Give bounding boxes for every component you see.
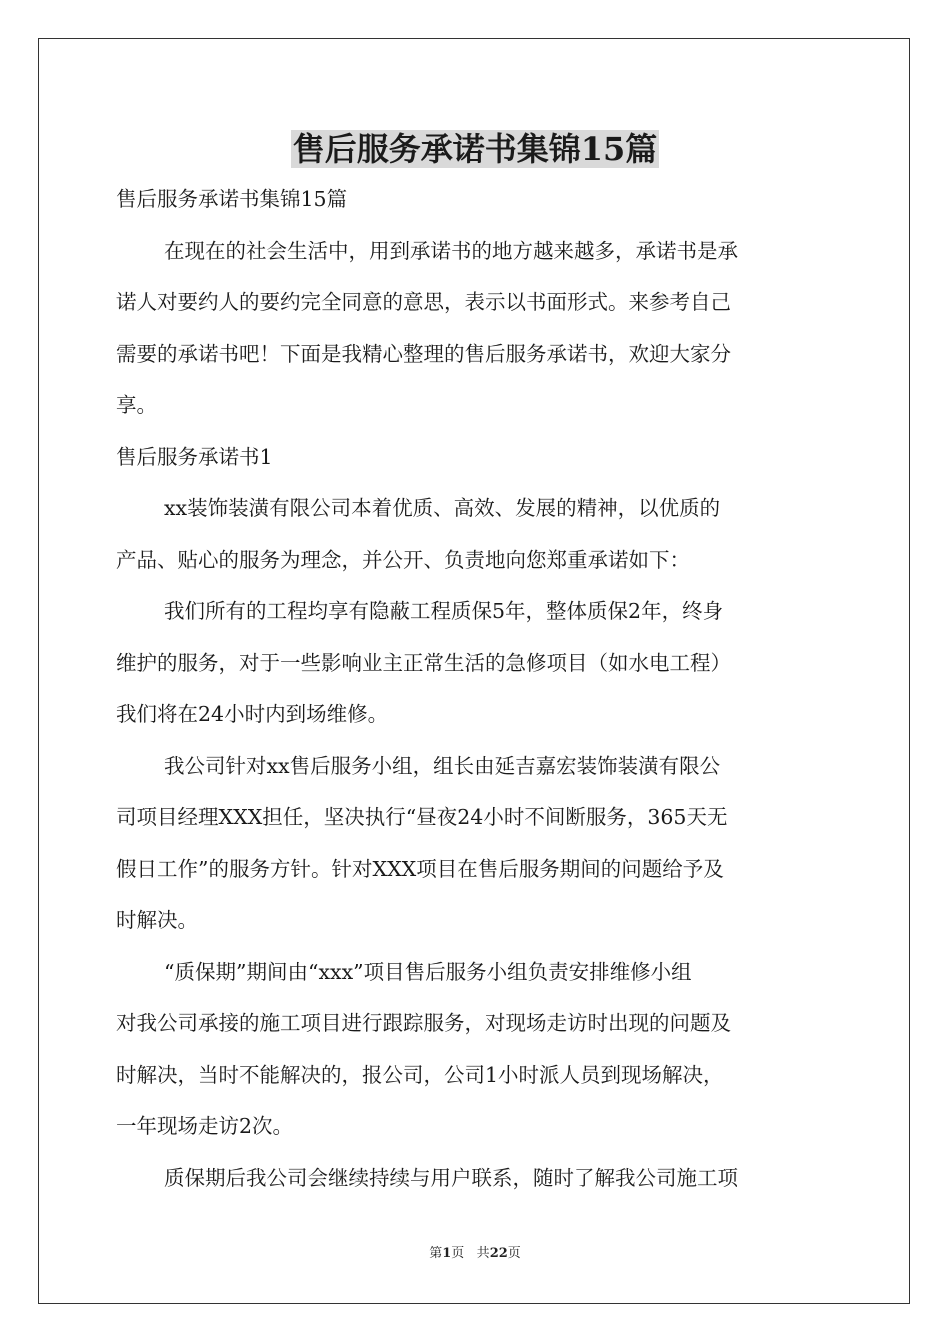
body-line: 需要的承诺书吧！下面是我精心整理的售后服务承诺书，欢迎大家分: [116, 341, 731, 366]
body-line: 假日工作”的服务方针。针对XXX项目在售后服务期间的问题给予及: [116, 856, 724, 881]
body-line: 诺人对要约人的要约完全同意的意思，表示以书面形式。来参考自己: [116, 290, 731, 314]
body-line: 维护的服务，对于一些影响业主正常生活的急修项目（如水电工程）: [116, 650, 731, 675]
body-line: xx装饰装潢有限公司本着优质、高效、发展的精神，以优质的: [164, 496, 721, 520]
total-suffix: 页: [507, 1246, 521, 1261]
body-line: 一年现场走访2次。: [116, 1114, 294, 1138]
body-line: 司项目经理XXX担任，坚决执行“昼夜24小时不间断服务，365天无: [116, 805, 728, 829]
body-line: 质保期后我公司会继续持续与用户联系，随时了解我公司施工项: [164, 1165, 738, 1190]
body-line: 享。: [116, 393, 157, 417]
body-line: 我们所有的工程均享有隐蔽工程质保5年，整体质保2年，终身: [164, 599, 724, 623]
body-line: 在现在的社会生活中，用到承诺书的地方越来越多，承诺书是承: [164, 238, 738, 263]
document-title: [0, 124, 950, 174]
total-pages: 22: [489, 1246, 508, 1261]
body-line: 我们将在24小时内到场维修。: [116, 702, 389, 726]
body-line: 我公司针对xx售后服务小组，组长由延吉嘉宏装饰装潢有限公: [164, 753, 721, 778]
page-footer: [0, 1244, 950, 1264]
page-prefix: 第: [429, 1246, 443, 1261]
document-title-text: 售后服务承诺书集锦15篇: [292, 130, 658, 168]
body-line: “质保期”期间由“xxx”项目售后服务小组负责安排维修小组: [164, 959, 692, 984]
total-prefix: 共: [476, 1246, 490, 1261]
document-body: [116, 174, 836, 1204]
body-line: 时解决，当时不能解决的，报公司，公司1小时派人员到现场解决，: [116, 1062, 724, 1087]
body-line: 对我公司承接的施工项目进行跟踪服务，对现场走访时出现的问题及: [116, 1011, 731, 1035]
page-number: 1: [442, 1246, 452, 1261]
body-line: 售后服务承诺书1: [116, 444, 273, 469]
body-line: 售后服务承诺书集锦15篇: [116, 187, 348, 211]
body-line: 时解决。: [116, 908, 198, 932]
body-line: 产品、贴心的服务为理念，并公开、负责地向您郑重承诺如下：: [116, 547, 690, 572]
page-suffix: 页: [451, 1246, 465, 1261]
